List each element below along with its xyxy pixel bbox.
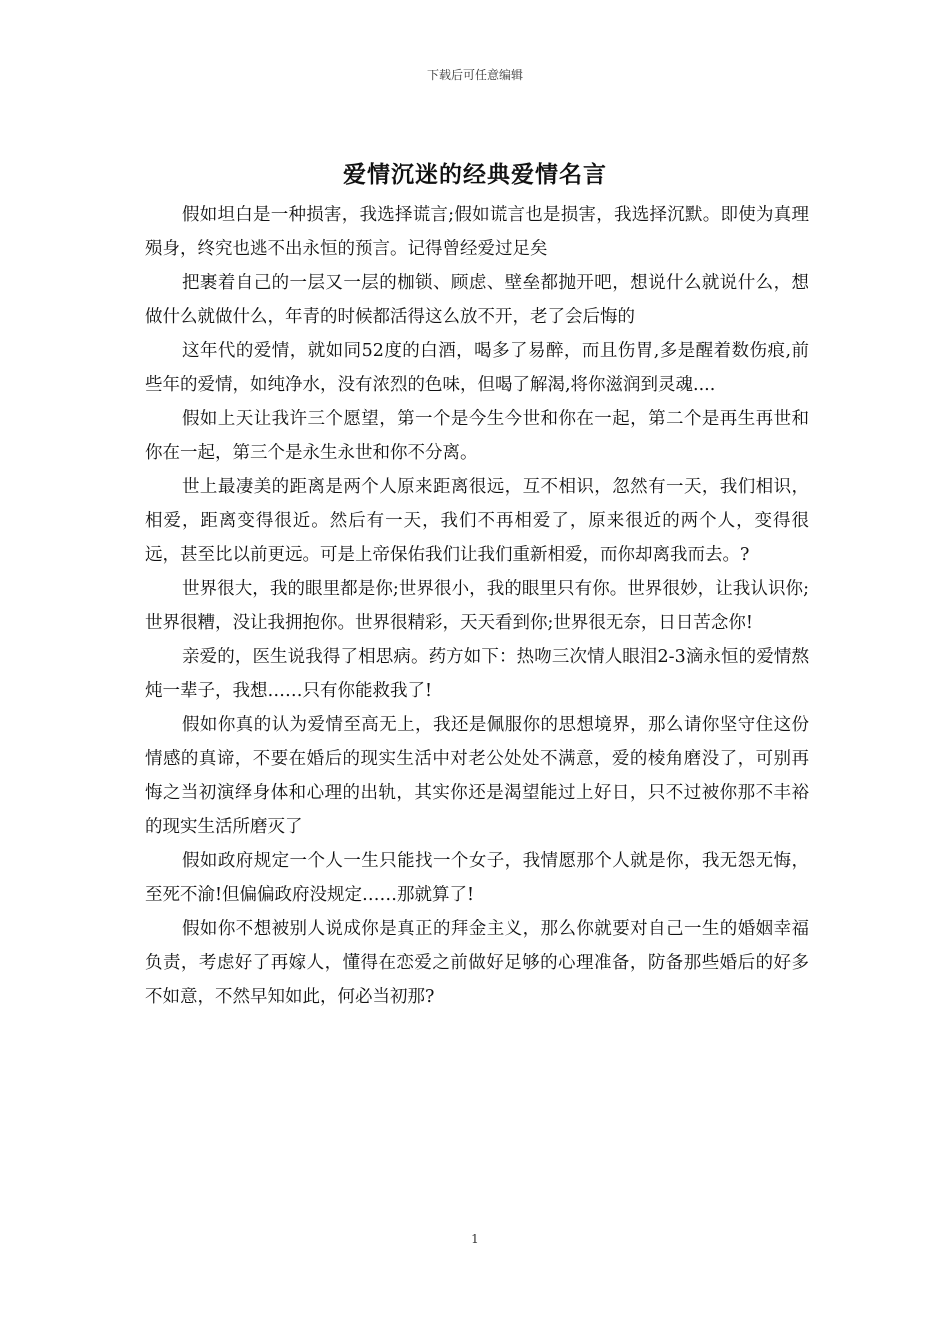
page-header: 下载后可任意编辑 xyxy=(426,68,523,82)
paragraph: 假如上天让我许三个愿望，第一个是今生今世和你在一起，第二个是再生再世和你在一起，第三个是永生永世和你不分离。 xyxy=(145,409,809,463)
paragraph: 把裹着自己的一层又一层的枷锁、顾虑、壁垒都抛开吧，想说什么就说什么，想做什么就做什么，年青的时候都活得这么放不开，老了会后悔的 xyxy=(145,273,809,327)
document-title: 爱情沉迷的经典爱情名言 xyxy=(343,161,607,188)
paragraph: 假如你不想被别人说成你是真正的拜金主义，那么你就要对自己一生的婚姻幸福负责，考虑好了再嫁人，懂得在恋爱之前做好足够的心理准备，防备那些婚后的好多不如意，不然早知如此，何必当初那? xyxy=(145,919,809,1007)
paragraph: 假如坦白是一种损害，我选择谎言;假如谎言也是损害，我选择沉默。即使为真理殒身，终究也逃不出永恒的预言。记得曾经爱过足矣 xyxy=(145,205,809,259)
paragraph: 世界很大，我的眼里都是你;世界很小，我的眼里只有你。世界很妙，让我认识你;世界很糟，没让我拥抱你。世界很精彩，天天看到你;世界很无奈，日日苦念你! xyxy=(145,579,809,633)
paragraph: 这年代的爱情，就如同52度的白酒，喝多了易醉，而且伤胃,多是醒着数伤痕,前些年的爱情，如纯净水，没有浓烈的色味，但喝了解渴,将你滋润到灵魂.... xyxy=(145,341,809,395)
paragraph: 世上最凄美的距离是两个人原来距离很远，互不相识，忽然有一天，我们相识，相爱，距离变得很近。然后有一天，我们不再相爱了，原来很近的两个人，变得很远，甚至比以前更远。可是上帝保佑我们让我们重新相爱，而你却离我而去。? xyxy=(145,477,809,565)
page-number: 1 xyxy=(471,1232,479,1246)
paragraph: 亲爱的，医生说我得了相思病。药方如下：热吻三次情人眼泪2-3滴永恒的爱情熬炖一辈子，我想……只有你能救我了! xyxy=(145,647,809,701)
paragraph: 假如政府规定一个人一生只能找一个女子，我情愿那个人就是你，我无怨无悔，至死不渝!但偏偏政府没规定……那就算了! xyxy=(145,851,809,905)
document-body xyxy=(145,198,809,1014)
paragraph: 假如你真的认为爱情至高无上，我还是佩服你的思想境界，那么请你坚守住这份情感的真谛，不要在婚后的现实生活中对老公处处不满意，爱的棱角磨没了，可别再悔之当初演绎身体和心理的出轨，其实你还是渴望能过上好日，只不过被你那不丰裕的现实生活所磨灭了 xyxy=(145,715,809,837)
